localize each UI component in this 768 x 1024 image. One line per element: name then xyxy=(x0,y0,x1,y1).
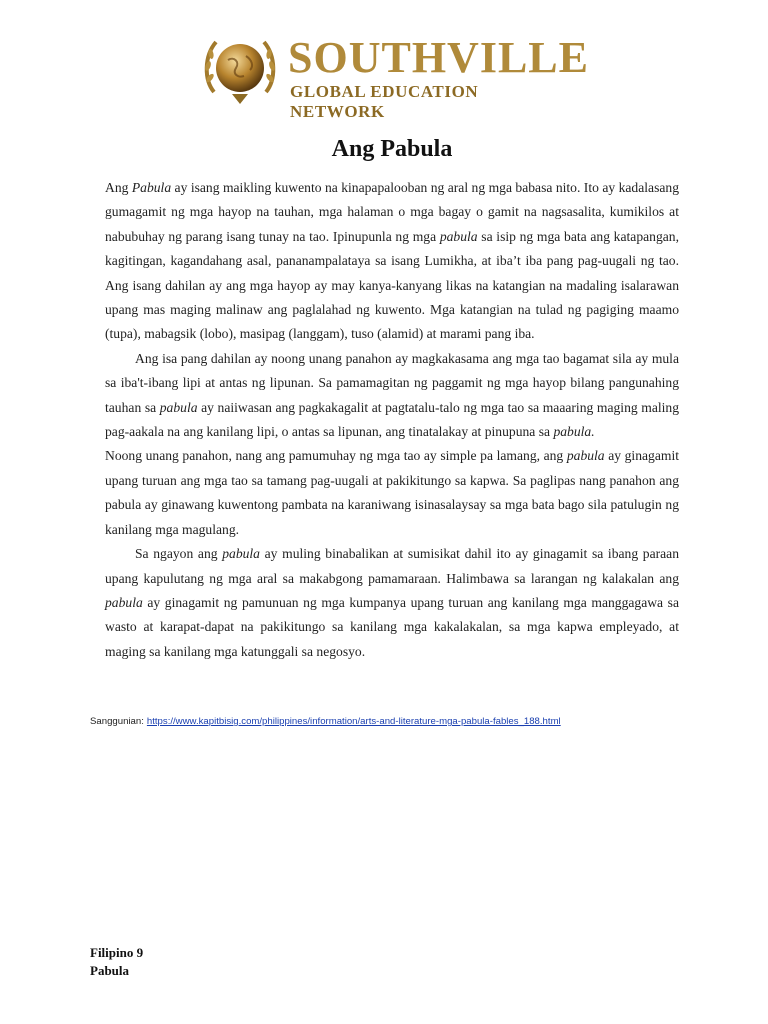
paragraph-text: ay ginagamit ng pamunuan ng mga kumpanya upang turuan ang kanilang mga manggagawa sa wasto at karapat-dapat na pakikitungo sa kanilang mga kakalakalan, sa mga kapwa empleyado, at maging sa kanilang mga katunggali sa negosyo. xyxy=(105,594,679,659)
paragraph-text: sa isip ng mga bata ang katapangan, kagitingan, kagandahang asal, pananampalataya sa isang Lumikha, at iba’t iba pang pag-uugali ng tao. Ang isang dahilan ay ang mga hayop ay may kanya-kanyang likas na katangian na madaling isalarawan upang mas maging malinaw ang paglalahad ng kuwento. Mga katangian na tulad ng pagiging maamo (tupa), mabagsik (lobo), masipag (langgam), tuso (alamid) at marami pang iba. xyxy=(105,228,679,342)
source-citation xyxy=(90,716,561,727)
paragraph-text: Ang isa pang dahilan ay noong unang panahon ay magkakasama ang mga tao bagamat sila ay mula sa iba't-ibang lipi at antas ng lipunan. Sa pamamagitan ng paggamit ng mga hayop bilang pangunahing tauhan sa xyxy=(105,350,679,415)
paragraph-text: ay naiiwasan ang pagkakagalit at pagtatalu-talo ng mga tao sa maaaring maging maling pag-aakala na ang kanilang lipi, o antas sa lipunan, ang tinatalakay at pinupuna sa xyxy=(105,399,680,440)
italic-term: pabula xyxy=(566,448,605,464)
page-footer xyxy=(90,944,143,980)
paragraph xyxy=(105,444,679,542)
italic-term: pabula xyxy=(159,399,198,415)
source-label: Sanggunian: xyxy=(90,716,144,727)
italic-term: pabula. xyxy=(553,424,595,440)
paragraph xyxy=(105,542,679,664)
paragraph-text: ay isang maikling kuwento na kinapapalooban ng aral ng mga babasa nito. Ito ay kadalasang gumagamit ng mga hayop na tauhan, mga halaman o mga bagay o gamit na nagsasalita, kumikilos at nabubuhay ng parang isang tunay na tao. Ipinupunla ng mga xyxy=(105,180,679,244)
source-link[interactable]: https://www.kapitbisig.com/philippines/information/arts-and-literature-mga-pabula-fables_188.html xyxy=(146,716,561,727)
globe-laurel-icon xyxy=(200,30,280,108)
paragraph xyxy=(105,347,679,445)
italic-term: pabula xyxy=(222,546,260,562)
paragraph xyxy=(105,176,679,347)
paragraph-text: Ang xyxy=(105,180,132,195)
italic-term: pabula xyxy=(439,228,478,244)
school-logo xyxy=(200,30,589,121)
article-body xyxy=(105,176,679,664)
logo-name: SOUTHVILLE xyxy=(288,33,589,82)
paragraph-text: ay ginagamit upang turuan ang mga tao sa tamang pag-uugali at pakikitungo sa kapwa. Sa paglipas nang panahon ang pabula ay ginawang kuwentong pambata na karaniwang isinasalaysay sa mga bata bago sila patulugin ng kanilang mga magulang. xyxy=(105,448,679,537)
paragraph-text: Sa ngayon ang xyxy=(135,546,223,562)
page-title: Ang Pabula xyxy=(331,136,453,162)
paragraph-text: ay muling binabalikan at sumisikat dahil ito ay ginagamit sa ibang paraan upang kapulutang ng mga aral sa makabgong pamamaraan. Halimbawa sa larangan ng kalakalan ang xyxy=(105,546,680,586)
footer-topic: Pabula xyxy=(90,963,130,978)
footer-subject: Filipino 9 xyxy=(90,945,144,960)
italic-term: Pabula xyxy=(131,180,172,195)
logo-subtitle: GLOBAL EDUCATION NETWORK xyxy=(290,82,479,121)
paragraph-text: Noong unang panahon, nang ang pamumuhay ng mga tao ay simple pa lamang, ang xyxy=(105,448,567,464)
italic-term: pabula xyxy=(105,594,143,610)
